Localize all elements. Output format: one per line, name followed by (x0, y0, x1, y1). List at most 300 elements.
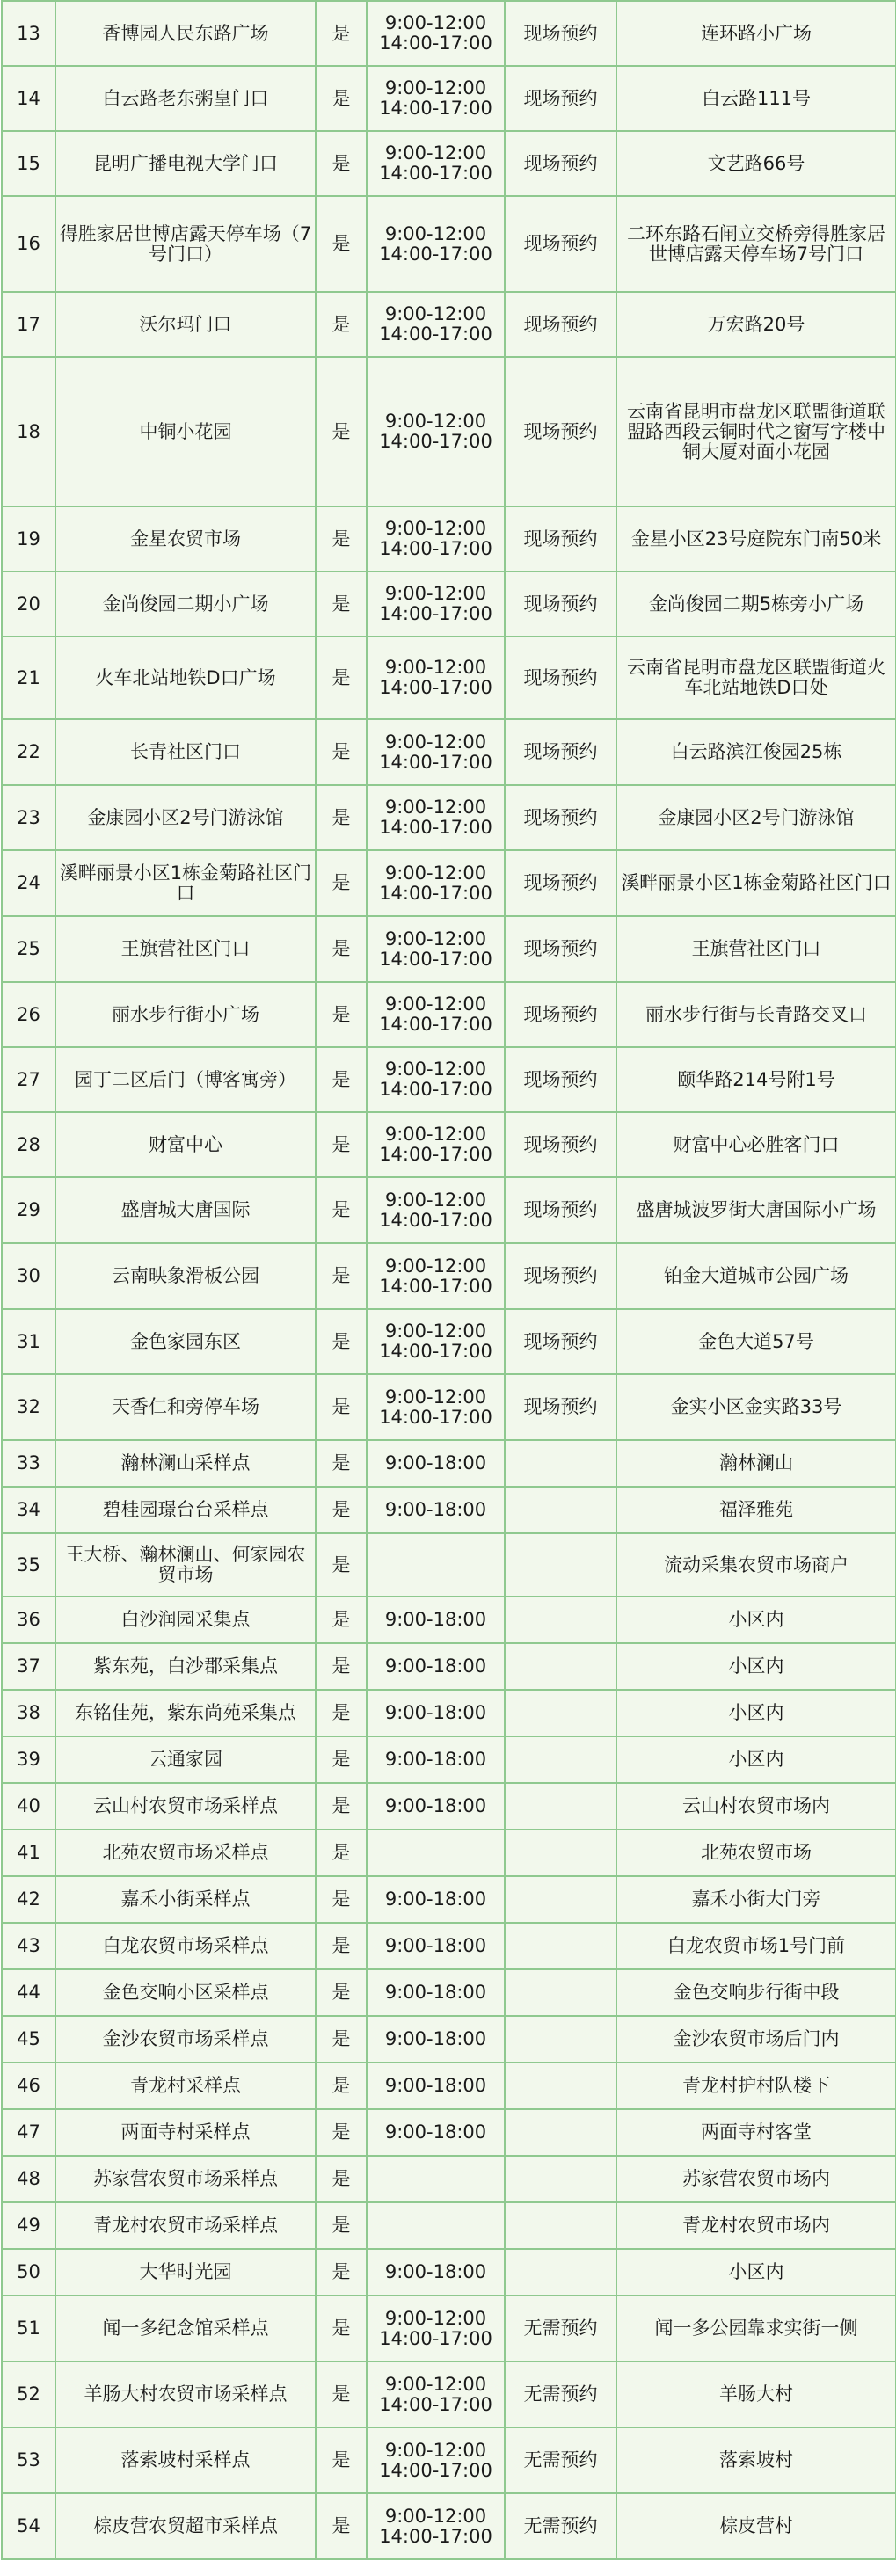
service-time-cell (367, 1783, 505, 1830)
site-name-cell: 金色家园东区 (55, 1309, 316, 1374)
site-name-cell: 闻一多纪念馆采样点 (55, 2296, 316, 2361)
booking-method-cell: 现场预约 (505, 719, 616, 785)
row-number-cell: 25 (2, 916, 55, 982)
time-slot: 9:00-12:00 (384, 142, 487, 164)
row-number-cell: 28 (2, 1112, 55, 1177)
table-row (2, 2202, 896, 2249)
free-flag-cell: 是 (316, 131, 367, 196)
address-cell: 金色交响步行街中段 (616, 1969, 896, 2016)
site-name-cell: 棕皮营农贸超市采样点 (55, 2493, 316, 2559)
table-row (2, 571, 896, 637)
time-slot: 9:00-12:00 (384, 411, 487, 432)
free-flag-cell: 是 (316, 1830, 367, 1876)
row-number-cell: 53 (2, 2427, 55, 2493)
address-cell: 苏家营农贸市场内 (616, 2156, 896, 2202)
time-slot: 9:00-12:00 (384, 77, 487, 98)
time-slot: 14:00-17:00 (379, 538, 492, 559)
time-slot: 14:00-17:00 (379, 603, 492, 624)
row-number-cell: 38 (2, 1690, 55, 1736)
time-slot: 14:00-17:00 (379, 163, 492, 184)
time-slot: 14:00-17:00 (379, 324, 492, 345)
service-time-cell (367, 1830, 505, 1876)
site-name-cell: 云通家园 (55, 1736, 316, 1783)
service-time-cell (367, 2016, 505, 2063)
address-cell: 文艺路66号 (616, 131, 896, 196)
time-slot: 9:00-18:00 (384, 1499, 487, 1520)
time-slot: 9:00-12:00 (384, 1189, 487, 1211)
address-cell: 小区内 (616, 1643, 896, 1690)
booking-method-cell: 现场预约 (505, 292, 616, 357)
booking-method-cell: 无需预约 (505, 2361, 616, 2427)
service-time-cell (367, 196, 505, 292)
time-slot: 9:00-12:00 (384, 303, 487, 324)
time-slot: 9:00-18:00 (384, 1655, 487, 1677)
address-cell: 连环路小广场 (616, 1, 896, 66)
booking-method-cell: 现场预约 (505, 1309, 616, 1374)
service-time-cell (367, 1643, 505, 1690)
row-number-cell: 37 (2, 1643, 55, 1690)
free-flag-cell: 是 (316, 66, 367, 131)
service-time-cell (367, 571, 505, 637)
booking-method-cell (505, 1736, 616, 1783)
row-number-cell: 20 (2, 571, 55, 637)
table-row (2, 1643, 896, 1690)
booking-method-cell (505, 1643, 616, 1690)
free-flag-cell: 是 (316, 982, 367, 1047)
address-cell: 溪畔丽景小区1栋金菊路社区门口 (616, 850, 896, 916)
booking-method-cell (505, 1690, 616, 1736)
time-slot: 9:00-18:00 (384, 2121, 487, 2143)
booking-method-cell (505, 1876, 616, 1923)
service-time-cell (367, 916, 505, 982)
site-name-cell: 香博园人民东路广场 (55, 1, 316, 66)
time-slot: 9:00-18:00 (384, 1888, 487, 1910)
service-time-cell (367, 1969, 505, 2016)
time-slot: 14:00-17:00 (379, 677, 492, 698)
address-cell: 金康园小区2号门游泳馆 (616, 785, 896, 850)
address-cell: 金色大道57号 (616, 1309, 896, 1374)
free-flag-cell: 是 (316, 1047, 367, 1112)
row-number-cell: 42 (2, 1876, 55, 1923)
row-number-cell: 13 (2, 1, 55, 66)
row-number-cell: 30 (2, 1243, 55, 1309)
address-cell: 小区内 (616, 1597, 896, 1643)
table-body (2, 1, 896, 2559)
site-name-cell: 王大桥、瀚林澜山、何家园农贸市场 (55, 1533, 316, 1597)
site-name-cell: 碧桂园璟台台采样点 (55, 1487, 316, 1533)
booking-method-cell: 现场预约 (505, 1, 616, 66)
time-slot: 9:00-12:00 (384, 797, 487, 818)
service-time-cell (367, 1533, 505, 1597)
free-flag-cell: 是 (316, 785, 367, 850)
service-time-cell (367, 1487, 505, 1533)
address-cell: 金星小区23号庭院东门南50米 (616, 506, 896, 571)
free-flag-cell: 是 (316, 1597, 367, 1643)
time-slot: 9:00-12:00 (384, 12, 487, 33)
free-flag-cell: 是 (316, 2493, 367, 2559)
row-number-cell: 51 (2, 2296, 55, 2361)
time-slot: 14:00-17:00 (379, 948, 492, 970)
time-slot: 14:00-17:00 (379, 243, 492, 265)
service-time-cell (367, 2202, 505, 2249)
service-time-cell (367, 1736, 505, 1783)
time-slot: 9:00-12:00 (384, 731, 487, 753)
site-name-cell: 东铭佳苑，紫东尚苑采集点 (55, 1690, 316, 1736)
free-flag-cell: 是 (316, 1643, 367, 1690)
row-number-cell: 48 (2, 2156, 55, 2202)
booking-method-cell: 现场预约 (505, 916, 616, 982)
table-row (2, 292, 896, 357)
time-slot: 9:00-12:00 (384, 1321, 487, 1342)
address-cell: 小区内 (616, 1690, 896, 1736)
free-flag-cell: 是 (316, 571, 367, 637)
time-slot: 9:00-12:00 (384, 583, 487, 604)
free-flag-cell: 是 (316, 2202, 367, 2249)
booking-method-cell: 无需预约 (505, 2427, 616, 2493)
service-time-cell (367, 1177, 505, 1243)
table-row (2, 2493, 896, 2559)
service-time-cell (367, 292, 505, 357)
address-cell: 小区内 (616, 2249, 896, 2296)
table-row (2, 2109, 896, 2156)
address-cell: 青龙村护村队楼下 (616, 2063, 896, 2109)
service-time-cell (367, 719, 505, 785)
site-name-cell: 瀚林澜山采样点 (55, 1440, 316, 1487)
time-slot: 9:00-18:00 (384, 1702, 487, 1723)
site-name-cell: 紫东苑，白沙郡采集点 (55, 1643, 316, 1690)
service-time-cell (367, 1690, 505, 1736)
table-row (2, 2296, 896, 2361)
row-number-cell: 54 (2, 2493, 55, 2559)
table-row (2, 66, 896, 131)
row-number-cell: 40 (2, 1783, 55, 1830)
address-cell: 云南省昆明市盘龙区联盟街道联盟路西段云铜时代之窗写字楼中铜大厦对面小花园 (616, 357, 896, 506)
free-flag-cell: 是 (316, 1876, 367, 1923)
site-name-cell: 金尚俊园二期小广场 (55, 571, 316, 637)
free-flag-cell: 是 (316, 1783, 367, 1830)
time-slot: 9:00-18:00 (384, 1749, 487, 1770)
address-cell: 金实小区金实路33号 (616, 1374, 896, 1440)
free-flag-cell: 是 (316, 2249, 367, 2296)
booking-method-cell (505, 2109, 616, 2156)
booking-method-cell: 现场预约 (505, 506, 616, 571)
service-time-cell (367, 1374, 505, 1440)
address-cell: 王旗营社区门口 (616, 916, 896, 982)
address-cell: 白云路滨江俊园25栋 (616, 719, 896, 785)
booking-method-cell (505, 1487, 616, 1533)
address-cell: 丽水步行街与长青路交叉口 (616, 982, 896, 1047)
free-flag-cell: 是 (316, 2296, 367, 2361)
table-row (2, 1309, 896, 1374)
table-row (2, 506, 896, 571)
booking-method-cell (505, 1533, 616, 1597)
table-row (2, 1243, 896, 1309)
free-flag-cell: 是 (316, 2016, 367, 2063)
service-time-cell (367, 785, 505, 850)
address-cell: 棕皮营村 (616, 2493, 896, 2559)
site-name-cell: 得胜家居世博店露天停车场（7号门口） (55, 196, 316, 292)
booking-method-cell (505, 1923, 616, 1969)
service-time-cell (367, 1597, 505, 1643)
address-cell: 金尚俊园二期5栋旁小广场 (616, 571, 896, 637)
address-cell: 金沙农贸市场后门内 (616, 2016, 896, 2063)
site-name-cell: 金康园小区2号门游泳馆 (55, 785, 316, 850)
site-name-cell: 溪畔丽景小区1栋金菊路社区门口 (55, 850, 316, 916)
site-name-cell: 嘉禾小街采样点 (55, 1876, 316, 1923)
table-row (2, 1923, 896, 1969)
address-cell: 瀚林澜山 (616, 1440, 896, 1487)
service-time-cell (367, 1309, 505, 1374)
booking-method-cell (505, 1783, 616, 1830)
time-slot: 14:00-17:00 (379, 751, 492, 773)
time-slot: 14:00-17:00 (379, 1209, 492, 1231)
row-number-cell: 35 (2, 1533, 55, 1597)
service-time-cell (367, 506, 505, 571)
address-cell: 闻一多公园靠求实街一侧 (616, 2296, 896, 2361)
table-row (2, 719, 896, 785)
site-name-cell: 羊肠大村农贸市场采样点 (55, 2361, 316, 2427)
site-name-cell: 青龙村采样点 (55, 2063, 316, 2109)
booking-method-cell: 现场预约 (505, 571, 616, 637)
site-name-cell: 丽水步行街小广场 (55, 982, 316, 1047)
service-time-cell (367, 66, 505, 131)
time-slot: 14:00-17:00 (379, 2393, 492, 2415)
row-number-cell: 27 (2, 1047, 55, 1112)
table-row (2, 1876, 896, 1923)
table-row (2, 1969, 896, 2016)
site-name-cell: 云南映象滑板公园 (55, 1243, 316, 1309)
site-name-cell: 盛唐城大唐国际 (55, 1177, 316, 1243)
row-number-cell: 22 (2, 719, 55, 785)
time-slot: 9:00-12:00 (384, 1255, 487, 1277)
table-row (2, 2361, 896, 2427)
table-row (2, 1533, 896, 1597)
time-slot: 9:00-18:00 (384, 1795, 487, 1816)
address-cell: 青龙村农贸市场内 (616, 2202, 896, 2249)
table-row (2, 916, 896, 982)
site-name-cell: 园丁二区后门（博客寓旁） (55, 1047, 316, 1112)
booking-method-cell (505, 2063, 616, 2109)
table-row (2, 131, 896, 196)
free-flag-cell: 是 (316, 1440, 367, 1487)
free-flag-cell: 是 (316, 1, 367, 66)
booking-method-cell: 现场预约 (505, 357, 616, 506)
site-name-cell: 北苑农贸市场采样点 (55, 1830, 316, 1876)
table-row (2, 1597, 896, 1643)
row-number-cell: 34 (2, 1487, 55, 1533)
free-flag-cell: 是 (316, 1487, 367, 1533)
row-number-cell: 43 (2, 1923, 55, 1969)
row-number-cell: 26 (2, 982, 55, 1047)
address-cell: 福泽雅苑 (616, 1487, 896, 1533)
free-flag-cell: 是 (316, 1923, 367, 1969)
site-name-cell: 落索坡村采样点 (55, 2427, 316, 2493)
table-row (2, 196, 896, 292)
booking-method-cell: 无需预约 (505, 2493, 616, 2559)
time-slot: 9:00-12:00 (384, 1386, 487, 1408)
time-slot: 9:00-12:00 (384, 1124, 487, 1145)
site-name-cell: 白沙润园采集点 (55, 1597, 316, 1643)
time-slot: 14:00-17:00 (379, 2525, 492, 2547)
time-slot: 14:00-17:00 (379, 817, 492, 838)
address-cell: 流动采集农贸市场商户 (616, 1533, 896, 1597)
service-time-cell (367, 637, 505, 719)
row-number-cell: 32 (2, 1374, 55, 1440)
service-time-cell (367, 1112, 505, 1177)
table-row (2, 785, 896, 850)
site-name-cell: 两面寺村采样点 (55, 2109, 316, 2156)
service-time-cell (367, 982, 505, 1047)
booking-method-cell: 现场预约 (505, 1112, 616, 1177)
booking-method-cell (505, 2016, 616, 2063)
service-time-cell (367, 357, 505, 506)
service-time-cell (367, 2427, 505, 2493)
address-cell: 北苑农贸市场 (616, 1830, 896, 1876)
time-slot: 14:00-17:00 (379, 882, 492, 904)
time-slot: 14:00-17:00 (379, 1341, 492, 1362)
free-flag-cell: 是 (316, 916, 367, 982)
service-time-cell (367, 131, 505, 196)
address-cell: 云山村农贸市场内 (616, 1783, 896, 1830)
booking-method-cell: 现场预约 (505, 982, 616, 1047)
time-slot: 9:00-18:00 (384, 2075, 487, 2096)
free-flag-cell: 是 (316, 1177, 367, 1243)
table-row (2, 2156, 896, 2202)
table-row (2, 850, 896, 916)
time-slot: 9:00-18:00 (384, 2028, 487, 2049)
booking-method-cell: 现场预约 (505, 1243, 616, 1309)
site-name-cell: 财富中心 (55, 1112, 316, 1177)
service-time-cell (367, 1, 505, 66)
service-time-cell (367, 2063, 505, 2109)
site-name-cell: 白云路老东粥皇门口 (55, 66, 316, 131)
service-time-cell (367, 2493, 505, 2559)
time-slot: 14:00-17:00 (379, 2327, 492, 2349)
booking-method-cell: 现场预约 (505, 637, 616, 719)
time-slot: 9:00-12:00 (384, 518, 487, 539)
address-cell: 白云路111号 (616, 66, 896, 131)
row-number-cell: 45 (2, 2016, 55, 2063)
free-flag-cell: 是 (316, 1736, 367, 1783)
table-row (2, 1047, 896, 1112)
service-time-cell (367, 1923, 505, 1969)
free-flag-cell: 是 (316, 2427, 367, 2493)
service-time-cell (367, 1243, 505, 1309)
booking-method-cell (505, 1440, 616, 1487)
table-row (2, 1783, 896, 1830)
service-time-cell (367, 1047, 505, 1112)
time-slot: 14:00-17:00 (379, 1079, 492, 1100)
free-flag-cell: 是 (316, 1374, 367, 1440)
free-flag-cell: 是 (316, 2156, 367, 2202)
site-name-cell: 王旗营社区门口 (55, 916, 316, 982)
free-flag-cell: 是 (316, 357, 367, 506)
time-slot: 9:00-12:00 (384, 657, 487, 678)
row-number-cell: 50 (2, 2249, 55, 2296)
time-slot: 14:00-17:00 (379, 1275, 492, 1297)
address-cell: 二环东路石闸立交桥旁得胜家居世博店露天停车场7号门口 (616, 196, 896, 292)
time-slot: 9:00-18:00 (384, 2261, 487, 2282)
service-time-cell (367, 1876, 505, 1923)
address-cell: 两面寺村客堂 (616, 2109, 896, 2156)
table-row (2, 2063, 896, 2109)
free-flag-cell: 是 (316, 637, 367, 719)
address-cell: 小区内 (616, 1736, 896, 1783)
service-time-cell (367, 2249, 505, 2296)
free-flag-cell: 是 (316, 1309, 367, 1374)
free-flag-cell: 是 (316, 292, 367, 357)
row-number-cell: 18 (2, 357, 55, 506)
booking-method-cell: 现场预约 (505, 1177, 616, 1243)
time-slot: 14:00-17:00 (379, 1014, 492, 1035)
address-cell: 盛唐城波罗街大唐国际小广场 (616, 1177, 896, 1243)
time-slot: 9:00-18:00 (384, 1452, 487, 1474)
site-name-cell: 金色交响小区采样点 (55, 1969, 316, 2016)
service-time-cell (367, 2156, 505, 2202)
row-number-cell: 47 (2, 2109, 55, 2156)
table-row (2, 1440, 896, 1487)
time-slot: 9:00-12:00 (384, 2307, 487, 2329)
free-flag-cell: 是 (316, 2109, 367, 2156)
table-row (2, 2016, 896, 2063)
free-flag-cell: 是 (316, 850, 367, 916)
free-flag-cell: 是 (316, 1112, 367, 1177)
booking-method-cell (505, 1597, 616, 1643)
booking-method-cell (505, 1969, 616, 2016)
site-name-cell: 中铜小花园 (55, 357, 316, 506)
address-cell: 落索坡村 (616, 2427, 896, 2493)
free-flag-cell: 是 (316, 2361, 367, 2427)
booking-method-cell (505, 2249, 616, 2296)
row-number-cell: 46 (2, 2063, 55, 2109)
row-number-cell: 14 (2, 66, 55, 131)
site-name-cell: 金沙农贸市场采样点 (55, 2016, 316, 2063)
booking-method-cell: 现场预约 (505, 1374, 616, 1440)
time-slot: 9:00-12:00 (384, 1059, 487, 1080)
address-cell: 万宏路20号 (616, 292, 896, 357)
booking-method-cell: 现场预约 (505, 196, 616, 292)
time-slot: 9:00-12:00 (384, 2505, 487, 2527)
table-row (2, 1487, 896, 1533)
address-cell: 羊肠大村 (616, 2361, 896, 2427)
time-slot: 9:00-12:00 (384, 993, 487, 1015)
row-number-cell: 31 (2, 1309, 55, 1374)
booking-method-cell: 无需预约 (505, 2296, 616, 2361)
table-row (2, 2249, 896, 2296)
time-slot: 14:00-17:00 (379, 1144, 492, 1165)
site-name-cell: 天香仁和旁停车场 (55, 1374, 316, 1440)
free-flag-cell: 是 (316, 1243, 367, 1309)
table-row (2, 1112, 896, 1177)
booking-method-cell: 现场预约 (505, 66, 616, 131)
row-number-cell: 44 (2, 1969, 55, 2016)
service-time-cell (367, 1440, 505, 1487)
time-slot: 14:00-17:00 (379, 1406, 492, 1428)
service-time-cell (367, 2109, 505, 2156)
free-flag-cell: 是 (316, 1533, 367, 1597)
service-time-cell (367, 2361, 505, 2427)
row-number-cell: 49 (2, 2202, 55, 2249)
time-slot: 9:00-12:00 (384, 2373, 487, 2395)
row-number-cell: 39 (2, 1736, 55, 1783)
table-row (2, 637, 896, 719)
row-number-cell: 23 (2, 785, 55, 850)
service-time-cell (367, 2296, 505, 2361)
site-name-cell: 白龙农贸市场采样点 (55, 1923, 316, 1969)
table-row (2, 1177, 896, 1243)
time-slot: 9:00-12:00 (384, 222, 487, 244)
site-name-cell: 青龙村农贸市场采样点 (55, 2202, 316, 2249)
